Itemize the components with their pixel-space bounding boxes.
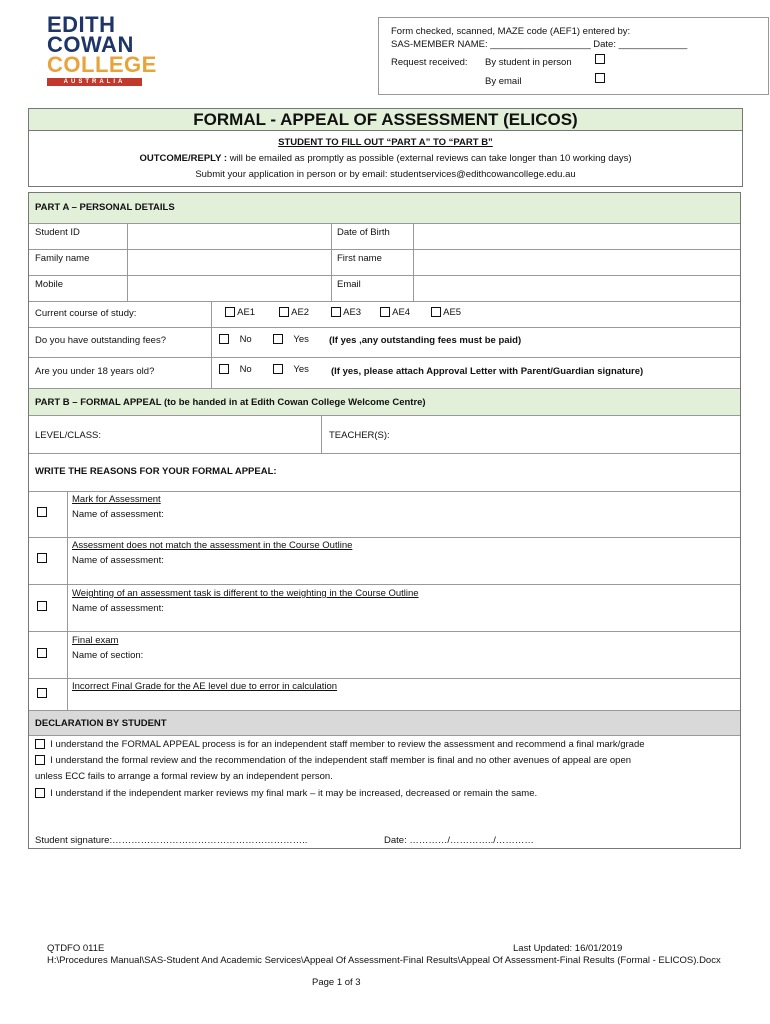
- office-use-box: [378, 17, 769, 95]
- logo-line-2: COWAN: [47, 32, 134, 58]
- course-ae2[interactable]: AE2: [279, 307, 309, 318]
- course-ae5[interactable]: AE5: [431, 307, 461, 318]
- reason-5-checkbox[interactable]: [37, 688, 47, 699]
- course-ae1[interactable]: AE1: [225, 307, 255, 318]
- declaration-item-1[interactable]: I understand the FORMAL APPEAL process is for an independent staff member to review the assessment and recommend a final mark/grade: [35, 739, 645, 750]
- course-ae4[interactable]: AE4: [380, 307, 410, 318]
- by-person-checkbox[interactable]: [595, 54, 605, 65]
- reason-2-sub[interactable]: Name of assessment:: [72, 555, 164, 566]
- appeal-form: [28, 192, 741, 849]
- outcome-label: OUTCOME/REPLY :: [139, 153, 228, 164]
- level-label[interactable]: LEVEL/CLASS:: [35, 430, 102, 441]
- student-id-input[interactable]: [127, 224, 332, 249]
- age-question: Are you under 18 years old?: [35, 366, 155, 377]
- dob-input[interactable]: [413, 224, 740, 249]
- fees-note: (If yes ,any outstanding fees must be paid): [329, 335, 522, 346]
- reason-4-title: Final exam: [72, 635, 119, 646]
- mobile-label: Mobile: [35, 279, 63, 290]
- reason-3-checkbox[interactable]: [37, 601, 47, 612]
- declaration-item-2[interactable]: I understand the formal review and the recommendation of the independent staff member is final and no other avenues of appeal are open: [35, 755, 631, 766]
- last-updated: Last Updated: 16/01/2019: [513, 943, 623, 954]
- by-email-checkbox[interactable]: [595, 73, 605, 84]
- outcome-text: will be emailed as promptly as possible (external reviews can take longer than 10 working days): [227, 153, 632, 164]
- declaration-item-2-cont: unless ECC fails to arrange a formal review by an independent person.: [35, 771, 333, 782]
- part-b-heading: PART B – FORMAL APPEAL (to be handed in at Edith Cowan College Welcome Centre): [35, 397, 426, 408]
- logo-line-3: COLLEGE: [47, 52, 157, 78]
- student-id-label: Student ID: [35, 227, 80, 238]
- reason-row: [29, 584, 740, 631]
- reason-5-title: Incorrect Final Grade for the AE level due to error in calculation: [72, 681, 338, 692]
- level-teacher-row: [29, 415, 740, 453]
- reasons-heading: WRITE THE REASONS FOR YOUR FORMAL APPEAL:: [35, 466, 277, 477]
- office-member-line: SAS-MEMBER NAME: ___________________ Date: _____________: [391, 39, 688, 50]
- reason-2-checkbox[interactable]: [37, 553, 47, 564]
- fees-question: Do you have outstanding fees?: [35, 335, 166, 346]
- logo-line-4: AUSTRALIA: [47, 78, 142, 87]
- reason-row: [29, 491, 740, 537]
- teacher-label[interactable]: TEACHER(S):: [329, 430, 390, 441]
- page-number: Page 1 of 3: [312, 977, 361, 988]
- fees-yes-option[interactable]: Yes: [273, 334, 309, 345]
- first-name-input[interactable]: [413, 250, 740, 275]
- reason-4-sub[interactable]: Name of section:: [72, 650, 144, 661]
- reason-4-checkbox[interactable]: [37, 648, 47, 659]
- reason-3-sub[interactable]: Name of assessment:: [72, 603, 164, 614]
- mobile-row: [29, 275, 740, 301]
- declaration-item-3[interactable]: I understand if the independent marker reviews my final mark – it may be increased, decreased or remain the same.: [35, 788, 537, 799]
- part-a-heading: PART A – PERSONAL DETAILS: [35, 202, 175, 213]
- age-row: [29, 357, 740, 388]
- reason-row: [29, 631, 740, 678]
- fill-out-instruction: STUDENT TO FILL OUT “PART A” TO “PART B”: [278, 137, 493, 148]
- reason-3-title: Weighting of an assessment task is different to the weighting in the Course Outline: [72, 588, 419, 599]
- fees-no-option[interactable]: No: [219, 334, 252, 345]
- mobile-input[interactable]: [127, 276, 332, 301]
- part-b-heading-row: [29, 388, 740, 415]
- family-name-label: Family name: [35, 253, 90, 264]
- first-name-label: First name: [337, 253, 382, 264]
- page-title: FORMAL - APPEAL OF ASSESSMENT (ELICOS): [29, 109, 742, 131]
- family-name-input[interactable]: [127, 250, 332, 275]
- fees-row: [29, 327, 740, 357]
- reason-2-title: Assessment does not match the assessment in the Course Outline: [72, 540, 353, 551]
- request-received-label: Request received:: [391, 57, 468, 68]
- declaration-heading: DECLARATION BY STUDENT: [35, 718, 167, 729]
- by-person-label: By student in person: [485, 57, 572, 68]
- student-signature-field[interactable]: Student signature:……………………………………………………..: [35, 835, 308, 846]
- file-path: H:\Procedures Manual\SAS-Student And Academic Services\Appeal Of Assessment-Final Results\Appeal Of Assessment-Final Results (Formal - ELICOS).Docx: [47, 955, 721, 966]
- submit-instruction: Submit your application in person or by email: studentservices@edithcowancollege.edu.au: [195, 169, 576, 180]
- by-email-label: By email: [485, 76, 522, 87]
- email-input[interactable]: [413, 276, 740, 301]
- reason-row: [29, 678, 740, 710]
- signature-date-field[interactable]: Date: …………/…………../…………: [384, 835, 534, 846]
- family-name-row: [29, 249, 740, 275]
- reason-1-title: Mark for Assessment: [72, 494, 161, 505]
- reason-1-checkbox[interactable]: [37, 507, 47, 518]
- student-id-row: [29, 223, 740, 249]
- age-yes-option[interactable]: Yes: [273, 364, 309, 375]
- course-ae3[interactable]: AE3: [331, 307, 361, 318]
- age-no-option[interactable]: No: [219, 364, 252, 375]
- reason-1-sub[interactable]: Name of assessment:: [72, 509, 164, 520]
- age-note: (If yes, please attach Approval Letter with Parent/Guardian signature): [331, 366, 644, 377]
- title-box: [28, 108, 743, 187]
- course-label: Current course of study:: [35, 308, 137, 319]
- logo-line-1: EDITH: [47, 12, 116, 37]
- email-label: Email: [337, 279, 361, 290]
- office-checked-line: Form checked, scanned, MAZE code (AEF1) entered by:: [391, 26, 631, 37]
- form-code: QTDFO 011E: [47, 943, 105, 954]
- dob-label: Date of Birth: [337, 227, 390, 238]
- outcome-line: [29, 151, 742, 167]
- reasons-heading-row: [29, 453, 740, 491]
- part-a-heading-row: [29, 193, 740, 223]
- declaration-heading-row: [29, 710, 740, 735]
- college-logo: [47, 12, 157, 86]
- reason-row: [29, 537, 740, 584]
- course-row: [29, 301, 740, 327]
- declaration-body: [29, 735, 740, 849]
